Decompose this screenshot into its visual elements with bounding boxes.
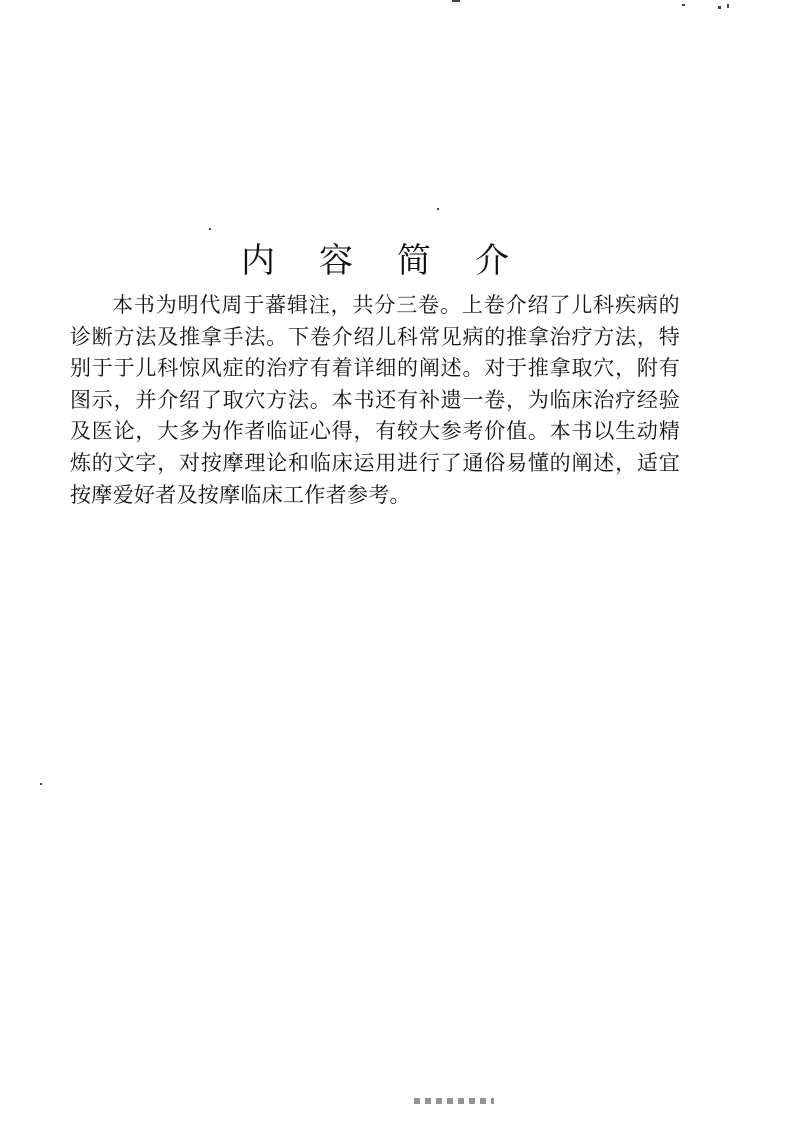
scan-speck <box>209 228 211 230</box>
scan-speck <box>437 208 439 210</box>
summary-paragraph: 本书为明代周于蕃辑注，共分三卷。上卷介绍了儿科疾病的诊断方法及推拿手法。下卷介绍儿科常见病的推拿治疗方法，特别于于儿科惊风症的治疗有着详细的阐述。对于推拿取穴，附有图示，并介绍了取穴方法。本书还有补遗一卷，为临床治疗经验及医论，大多为作者临证心得，有较大参考价值。本书以生动精炼的文字，对按摩理论和临床运用进行了通俗易懂的阐述，适宜按摩爱好者及按摩临床工作者参考。 <box>70 293 680 507</box>
scan-speck <box>718 6 721 9</box>
scan-speck <box>682 4 685 6</box>
scan-speck <box>40 783 42 785</box>
scan-speck <box>452 0 460 2</box>
faint-page-number-mark <box>414 1098 494 1104</box>
page-title: 内容简介 <box>241 240 553 281</box>
scan-speck <box>727 4 729 8</box>
